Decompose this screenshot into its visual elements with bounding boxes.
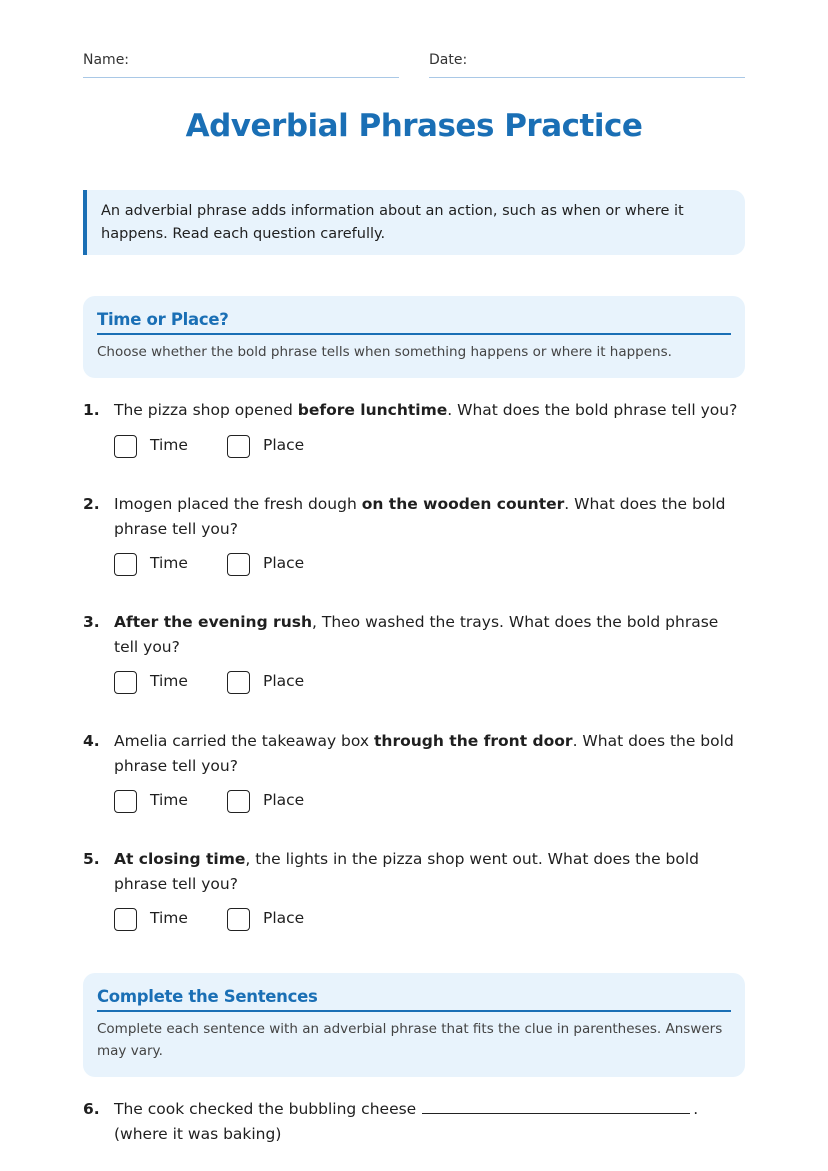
answer-options — [114, 552, 414, 580]
checkbox-place[interactable] — [227, 435, 250, 458]
answer-blank[interactable] — [422, 1099, 690, 1114]
answer-options — [114, 907, 414, 935]
question-number: 5. — [83, 850, 100, 868]
checkbox-place[interactable] — [227, 790, 250, 813]
intro-callout: An adverbial phrase adds information about an action, such as when or where it happens. Read each question carefully. — [83, 190, 745, 255]
question-number: 4. — [83, 732, 100, 750]
section-description: Complete each sentence with an adverbial phrase that fits the clue in parentheses. Answers may vary. — [97, 1021, 723, 1059]
question-number: 1. — [83, 401, 100, 419]
date-field[interactable] — [429, 52, 745, 78]
checkbox-place[interactable] — [227, 671, 250, 694]
option-label: Place — [263, 554, 305, 572]
question-text: After the evening rush, Theo washed the trays. What does the bold phrase tell you? — [114, 613, 719, 656]
option-label: Time — [150, 909, 188, 927]
answer-options — [114, 670, 414, 698]
question-text: Imogen placed the fresh dough on the wooden counter. What does the bold phrase tell you? — [114, 495, 726, 538]
section-complete-sentences — [83, 973, 745, 1077]
checkbox-time[interactable] — [114, 790, 137, 813]
question-number: 3. — [83, 613, 100, 631]
option-label: Time — [150, 672, 188, 690]
answer-options — [114, 434, 414, 462]
name-field[interactable] — [83, 52, 399, 78]
checkbox-time[interactable] — [114, 435, 137, 458]
bold-phrase: At closing time — [114, 850, 246, 868]
name-label: Name: — [83, 52, 130, 68]
question-number: 2. — [83, 495, 100, 513]
option-label: Place — [263, 791, 305, 809]
checkbox-time[interactable] — [114, 671, 137, 694]
name-date-row — [83, 52, 745, 78]
bold-phrase: before lunchtime — [297, 401, 448, 419]
sentence-text: The cook checked the bubbling cheese . (where it was baking) — [114, 1100, 699, 1143]
bold-phrase: on the wooden counter — [361, 495, 565, 513]
page-title: Adverbial Phrases Practice — [185, 108, 643, 144]
bold-phrase: through the front door — [374, 732, 573, 750]
bold-phrase: After the evening rush — [114, 613, 312, 631]
checkbox-place[interactable] — [227, 553, 250, 576]
question-number: 6. — [83, 1100, 100, 1118]
option-label: Time — [150, 791, 188, 809]
checkbox-time[interactable] — [114, 908, 137, 931]
option-label: Time — [150, 554, 188, 572]
sentence-clue: (where it was baking) — [114, 1125, 282, 1143]
section-title: Complete the Sentences — [97, 987, 731, 1012]
section-time-or-place — [83, 296, 745, 378]
answer-options — [114, 789, 414, 817]
option-label: Place — [263, 672, 305, 690]
question-text: The pizza shop opened before lunchtime. What does the bold phrase tell you? — [114, 401, 738, 419]
section-description: Choose whether the bold phrase tells when something happens or where it happens. — [97, 344, 672, 360]
checkbox-time[interactable] — [114, 553, 137, 576]
question-text: Amelia carried the takeaway box through the front door. What does the bold phrase tell you? — [114, 732, 734, 775]
option-label: Place — [263, 909, 305, 927]
date-label: Date: — [429, 52, 468, 68]
section-title: Time or Place? — [97, 310, 731, 335]
checkbox-place[interactable] — [227, 908, 250, 931]
option-label: Time — [150, 436, 188, 454]
question-text: At closing time, the lights in the pizza shop went out. What does the bold phrase tell you? — [114, 850, 700, 893]
option-label: Place — [263, 436, 305, 454]
